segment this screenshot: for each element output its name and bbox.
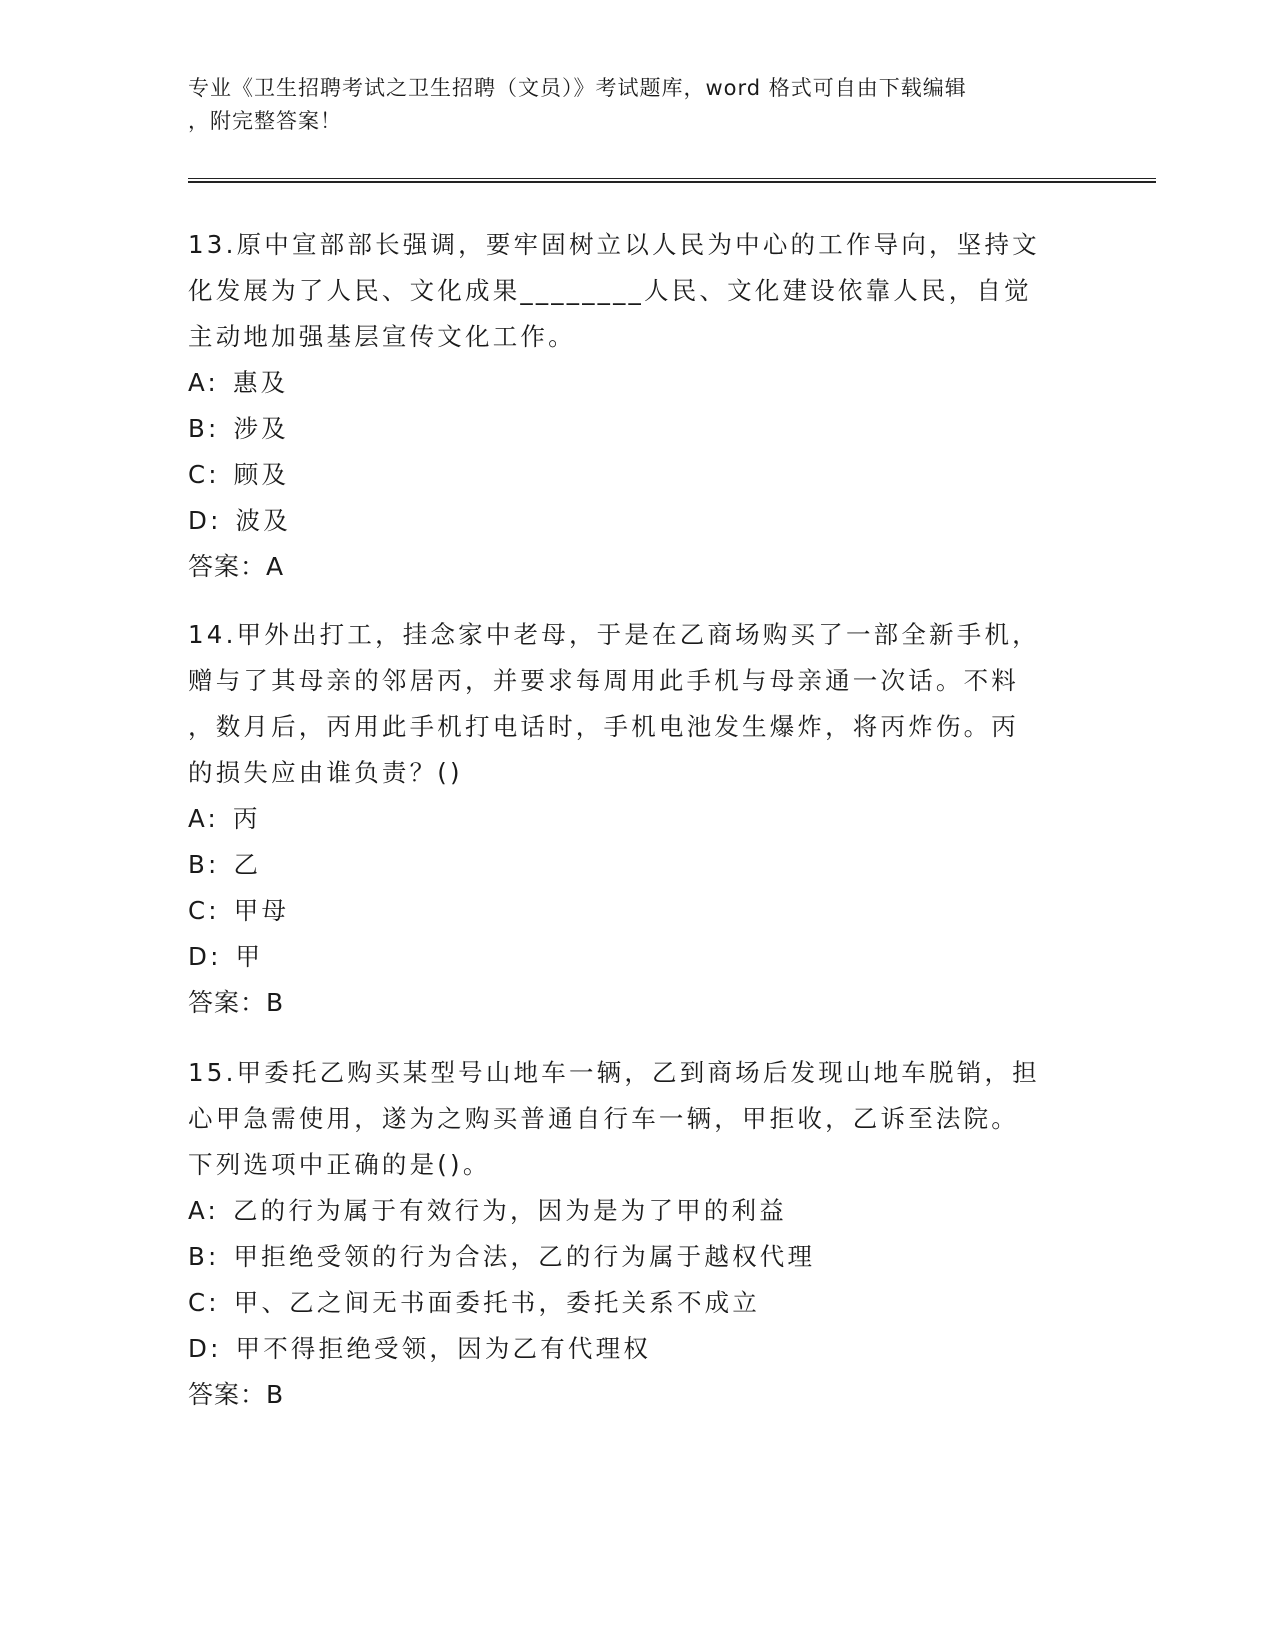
- answer-label: 答案：B: [188, 988, 285, 1017]
- option-text: 甲拒绝受领的行为合法，乙的行为属于越权代理: [233, 1242, 816, 1271]
- header-divider: [188, 178, 1156, 183]
- question-stem-line: 下列选项中正确的是()。: [188, 1150, 491, 1179]
- question-stem-line: 赠与了其母亲的邻居丙，并要求每周用此手机与母亲通一次话。不料: [188, 666, 1019, 695]
- question-14: [188, 612, 1088, 1026]
- question-stem-line: 13.原中宣部部长强调，要牢固树立以人民为中心的工作导向，坚持文: [188, 230, 1040, 259]
- option-key: C:: [188, 896, 220, 925]
- answer-label: 答案：A: [188, 552, 285, 581]
- header-line-2: ，附完整答案！: [188, 109, 342, 133]
- option-key: D:: [188, 506, 222, 535]
- option-b: [188, 406, 1088, 452]
- option-text: 涉及: [233, 414, 289, 443]
- option-key: B:: [188, 1242, 220, 1271]
- option-d: [188, 498, 1088, 544]
- option-text: 甲、乙之间无书面委托书，委托关系不成立: [233, 1288, 761, 1317]
- page-header: [188, 72, 1068, 138]
- question-15: [188, 1050, 1088, 1418]
- option-key: D:: [188, 1334, 222, 1363]
- question-stem-line: 化发展为了人民、文化成果________人民、文化建设依靠人民，自觉: [188, 276, 1032, 305]
- option-key: A:: [188, 804, 219, 833]
- option-c: [188, 452, 1088, 498]
- option-key: C:: [188, 1288, 220, 1317]
- option-text: 乙的行为属于有效行为，因为是为了甲的利益: [232, 1196, 787, 1225]
- question-stem-line: 的损失应由谁负责？(): [188, 758, 463, 787]
- option-a: [188, 360, 1088, 406]
- option-a: [188, 796, 1088, 842]
- option-text: 甲不得拒绝受领，因为乙有代理权: [235, 1334, 652, 1363]
- question-stem-line: 主动地加强基层宣传文化工作。: [188, 322, 576, 351]
- option-text: 惠及: [232, 368, 289, 397]
- option-text: 波及: [235, 506, 291, 535]
- question-stem-line: 心甲急需使用，遂为之购买普通自行车一辆，甲拒收，乙诉至法院。: [188, 1104, 1019, 1133]
- option-text: 顾及: [233, 460, 290, 489]
- option-d: [188, 1326, 1088, 1372]
- option-b: [188, 1234, 1088, 1280]
- option-key: C:: [188, 460, 220, 489]
- question-stem-line: ，数月后，丙用此手机打电话时，手机电池发生爆炸，将丙炸伤。丙: [188, 712, 1019, 741]
- option-key: B:: [188, 414, 220, 443]
- option-a: [188, 1188, 1088, 1234]
- question-stem-line: 14.甲外出打工，挂念家中老母，于是在乙商场购买了一部全新手机，: [188, 620, 1040, 649]
- option-c: [188, 888, 1088, 934]
- option-key: D:: [188, 942, 222, 971]
- option-text: 丙: [232, 804, 261, 833]
- option-key: A:: [188, 1196, 219, 1225]
- answer-label: 答案：B: [188, 1380, 285, 1409]
- option-b: [188, 842, 1088, 888]
- option-text: 甲: [235, 942, 264, 971]
- header-line-1: 专业《卫生招聘考试之卫生招聘（文员）》考试题库，word 格式可自由下载编辑: [188, 76, 967, 100]
- question-13: [188, 222, 1088, 590]
- question-stem-line: 15.甲委托乙购买某型号山地车一辆，乙到商场后发现山地车脱销，担: [188, 1058, 1040, 1087]
- option-key: B:: [188, 850, 220, 879]
- option-c: [188, 1280, 1088, 1326]
- option-d: [188, 934, 1088, 980]
- option-text: 乙: [233, 850, 262, 879]
- option-text: 甲母: [233, 896, 290, 925]
- option-key: A:: [188, 368, 219, 397]
